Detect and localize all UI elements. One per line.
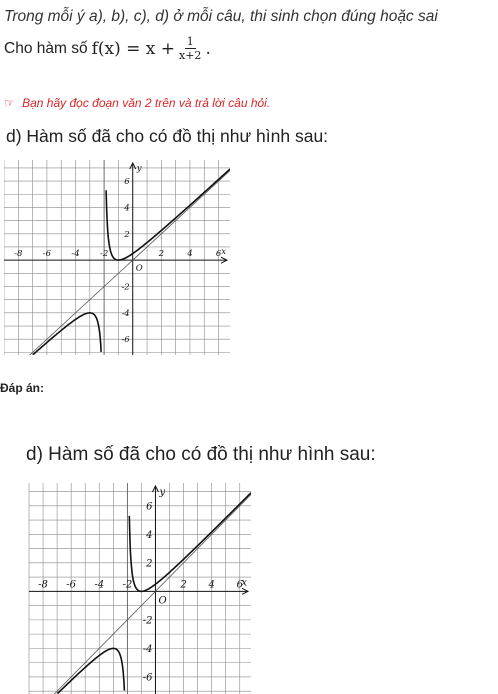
- instruction-text: Trong mỗi ý a), b), c), d) ở mỗi câu, thi sinh chọn đúng hoặc sai: [4, 8, 438, 25]
- y-tick-label: 4: [124, 203, 130, 214]
- x-tick-label: -4: [71, 249, 80, 260]
- x-tick-label: -4: [94, 579, 105, 591]
- x-axis-label: x: [221, 247, 226, 258]
- x-tick-label: 4: [208, 579, 215, 591]
- y-axis-label: y: [136, 163, 142, 174]
- y-tick-label: 6: [146, 501, 153, 513]
- function-name: f(x) = x +: [91, 38, 176, 59]
- x-tick-label: -2: [99, 249, 109, 260]
- function-statement: [4, 36, 211, 61]
- y-tick-label: -6: [142, 672, 153, 684]
- answer-label: Đáp án:: [0, 381, 45, 395]
- hint-line: [4, 96, 270, 110]
- x-tick-label: 2: [158, 249, 165, 260]
- y-tick-label: -2: [142, 615, 153, 627]
- x-tick-label: 6: [236, 579, 243, 591]
- y-tick-label: -4: [142, 643, 153, 655]
- question-text: d) Hàm số đã cho có đồ thị như hình sau:: [6, 126, 329, 146]
- hyperbola-left-branch: [33, 313, 101, 355]
- y-tick-label: -4: [121, 308, 130, 319]
- origin-label: O: [158, 595, 167, 607]
- y-tick-label: -6: [121, 335, 130, 346]
- answer-question-text: d) Hàm số đã cho có đồ thị như hình sau:: [26, 444, 376, 465]
- hint-text: Bạn hãy đọc đoạn văn 2 trên và trả lời câu hỏi.: [22, 96, 271, 110]
- y-tick-label: -2: [121, 282, 130, 293]
- x-tick-label: -6: [66, 579, 77, 591]
- origin-label: O: [135, 263, 143, 274]
- hyperbola-left-branch: [58, 648, 125, 693]
- function-graph: [4, 160, 230, 355]
- x-tick-label: -8: [38, 579, 48, 591]
- y-tick-label: 2: [146, 558, 153, 570]
- pointing-hand-icon: ☞: [4, 96, 15, 110]
- y-tick-label: 6: [124, 177, 130, 188]
- x-axis-label: x: [241, 577, 247, 589]
- fraction-denominator: x+2: [179, 49, 202, 62]
- x-tick-label: 6: [215, 249, 222, 260]
- fraction: [177, 36, 203, 61]
- function-end: .: [205, 38, 211, 59]
- x-tick-label: -6: [42, 249, 52, 260]
- y-tick-label: 2: [124, 229, 130, 240]
- function-lead: Cho hàm số: [4, 39, 88, 57]
- answer-function-graph: [25, 480, 251, 694]
- oblique-asymptote: [30, 171, 230, 355]
- oblique-asymptote: [54, 494, 251, 694]
- x-tick-label: 2: [180, 579, 187, 591]
- fraction-numerator: 1: [186, 35, 194, 48]
- x-tick-label: -2: [122, 579, 133, 591]
- x-tick-label: -8: [14, 249, 23, 260]
- function-formula: [92, 36, 211, 61]
- y-tick-label: 4: [146, 529, 153, 541]
- x-tick-label: 4: [187, 249, 193, 260]
- y-axis-label: y: [159, 487, 166, 498]
